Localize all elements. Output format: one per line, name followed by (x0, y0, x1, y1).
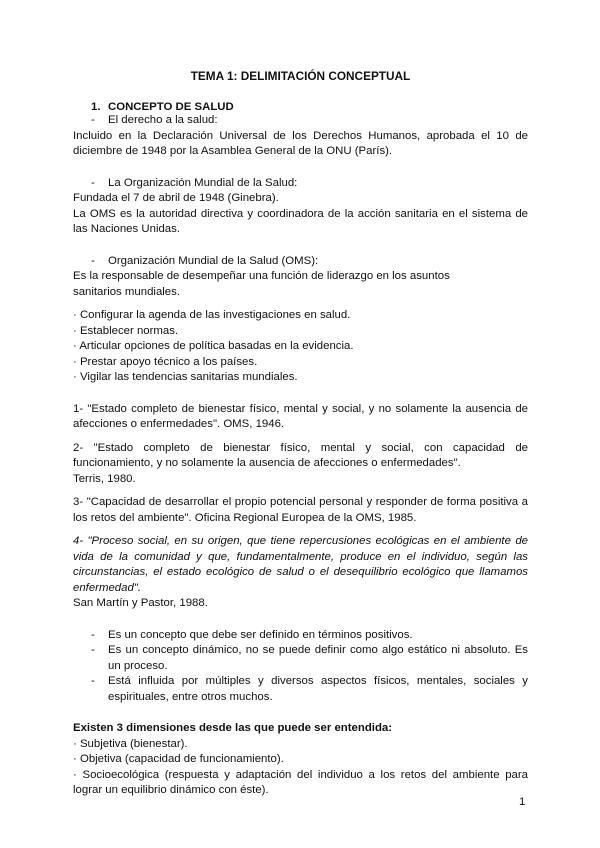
bullet-dash: - (91, 675, 95, 687)
dimensions-heading: Existen 3 dimensiones desde las que puede ser entendida: (73, 722, 393, 734)
document-page (73, 60, 528, 799)
section-label: CONCEPTO DE SALUD (108, 101, 234, 113)
paragraph: Incluido en la Declaración Universal de los Derechos Humanos, aprobada el 10 de diciembre de 1948 por la Asamblea General de la ONU (París). (73, 129, 528, 157)
bullet-dash: - (91, 628, 95, 641)
list-item: · Configurar la agenda de las investigaciones en salud. (73, 309, 351, 321)
bullet-item (73, 113, 528, 129)
list-item: · Vigilar las tendencias sanitarias mundiales. (73, 371, 298, 383)
list-item: · Objetiva (capacidad de funcionamiento). (73, 753, 284, 765)
bullet-item (73, 254, 528, 270)
bullet-item (73, 628, 528, 644)
bullet-text: Organización Mundial de la Salud (OMS): (108, 254, 319, 267)
paragraph: Es la responsable de desempeñar una función de liderazgo en los asuntos (73, 270, 450, 282)
paragraph: Fundada el 7 de abril de 1948 (Ginebra). (73, 192, 279, 204)
bullet-text: Es un concepto que debe ser definido en términos positivos. (108, 628, 413, 641)
bullet-item (73, 176, 528, 192)
definition-3: 3- "Capacidad de desarrollar el propio potencial personal y responder de forma positiva a los retos del ambiente". Oficina Regional Europea de la OMS, 1985. (73, 496, 528, 524)
definition-4: 4- "Proceso social, en su origen, que tiene repercusiones ecológicas en el ambiente de vida de la comunidad y que, fundamentalmente, produce en el individuo, según las circunstancias, el estado ecológico de salud o el desequilibrio ecológico que llamamos enfermedad". (73, 535, 528, 594)
definition-4-source: San Martín y Pastor, 1988. (73, 597, 208, 609)
bullet-dash: - (91, 176, 95, 189)
bullet-text: El derecho a la salud: (108, 114, 218, 126)
bullet-text: La Organización Mundial de la Salud: (108, 176, 298, 189)
bullet-dash: - (91, 644, 95, 656)
definition-2-source: Terris, 1980. (73, 472, 136, 485)
definition-2: 2- "Estado completo de bienestar físico, mental y social, con capacidad de funcionamiento, y no solamente la ausencia de afecciones o enfermedades". (73, 441, 528, 469)
document-title: TEMA 1: DELIMITACIÓN CONCEPTUAL (190, 69, 411, 83)
page-number: 1 (519, 796, 526, 808)
list-item: · Socioecológica (respuesta y adaptación del individuo a los retos del ambiente para lograr un equilibrio dinámico con éste). (73, 768, 528, 796)
paragraph: sanitarios mundiales. (73, 285, 180, 298)
list-item: · Articular opciones de política basadas en la evidencia. (73, 340, 354, 352)
list-item: · Subjetiva (bienestar). (73, 737, 188, 750)
bullet-dash: - (91, 254, 95, 267)
paragraph: La OMS es la autoridad directiva y coordinadora de la acción sanitaria en el sistema de las Naciones Unidas. (73, 207, 528, 235)
section-number: 1. (91, 101, 101, 113)
bullet-item (73, 643, 528, 674)
section-heading (73, 101, 528, 113)
bullet-item (73, 674, 528, 705)
list-item: · Prestar apoyo técnico a los países. (73, 355, 258, 368)
list-item: · Establecer normas. (73, 324, 179, 337)
bullet-text: Es un concepto dinámico, no se puede definir como algo estático ni absoluto. Es un proceso. (108, 644, 528, 672)
bullet-text: Está influida por múltiples y diversos aspectos físicos, mentales, sociales y espirituales, entre otros muchos. (108, 675, 528, 703)
definition-1: 1- "Estado completo de bienestar físico, mental y social, y no solamente la ausencia de afecciones o enfermedades". OMS, 1946. (73, 402, 528, 430)
bullet-dash: - (91, 114, 95, 126)
